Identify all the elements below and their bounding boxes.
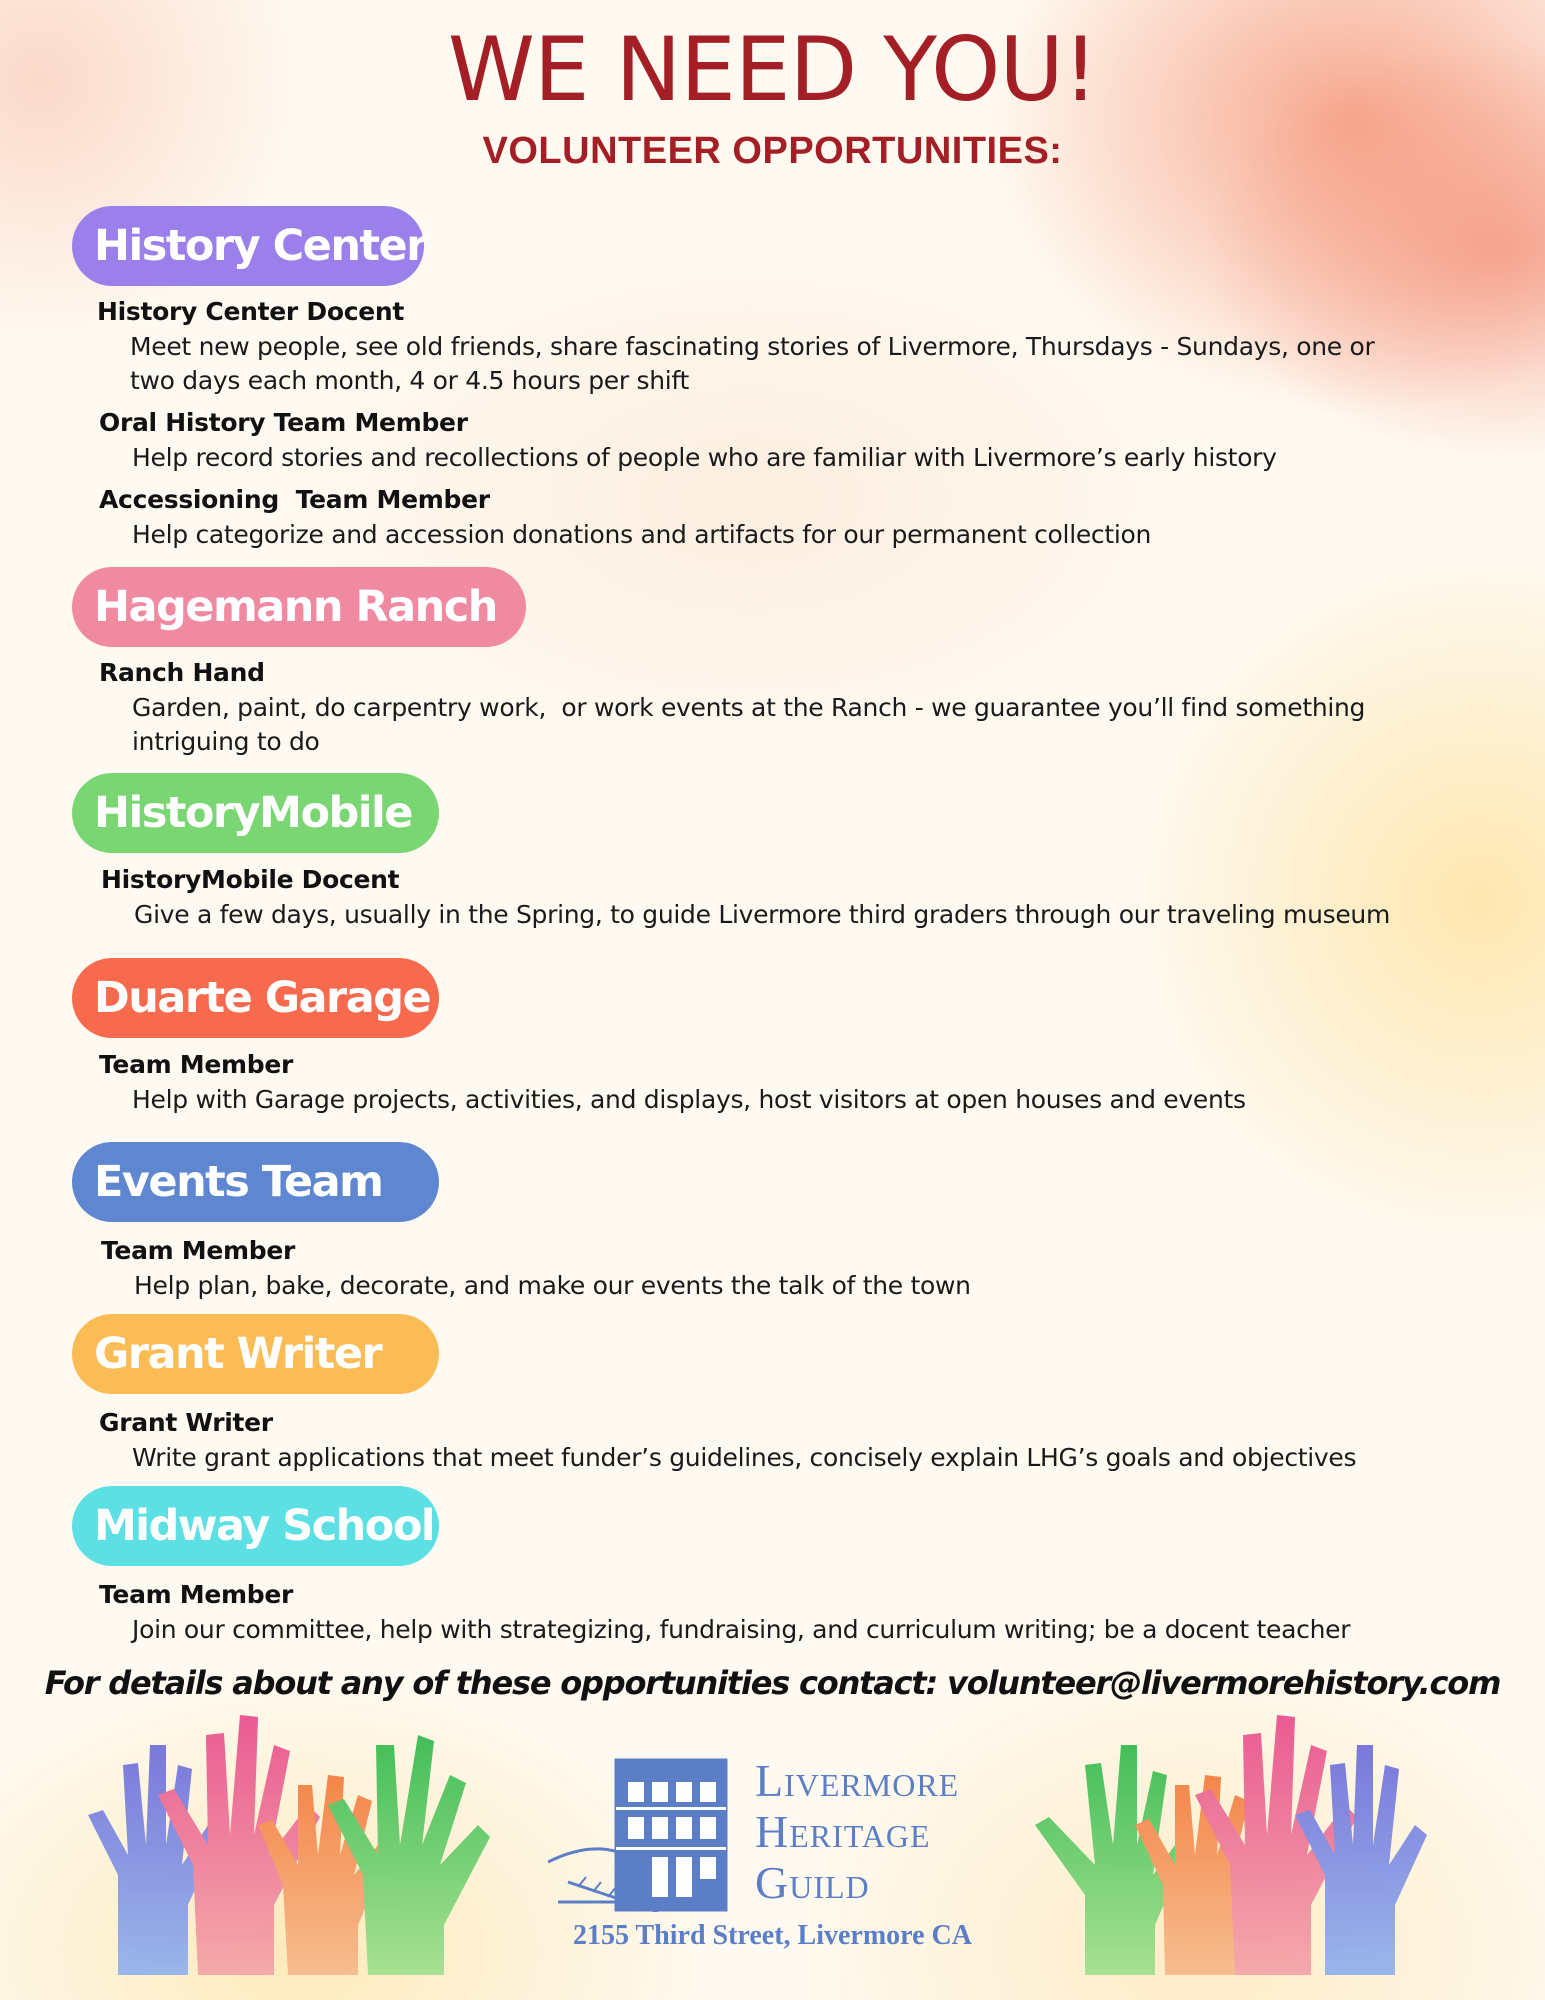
role-title: Team Member: [99, 1050, 294, 1079]
role-description: Garden, paint, do carpentry work, or work events at the Ranch - we guarantee you’ll find something intriguing to do: [132, 693, 1373, 756]
section-pill-history-center: History Center: [72, 206, 424, 286]
contact-line: For details about any of these opportunities contact: volunteer@livermorehistory.com: [44, 1664, 1501, 1702]
address: 2155 Third Street, Livermore CA: [573, 1920, 972, 1951]
logo-text-line-2: Heritage: [755, 1806, 931, 1857]
section-pill-hagemann-ranch: Hagemann Ranch: [72, 567, 526, 647]
section-pill-historymobile: HistoryMobile: [72, 773, 439, 853]
role-title: Grant Writer: [99, 1408, 273, 1437]
role-description: Meet new people, see old friends, share fascinating stories of Livermore, Thursdays - Sundays, one or two days each month, 4 or 4.5 hours per shift: [130, 332, 1375, 395]
role-description: Give a few days, usually in the Spring, to guide Livermore third graders through our traveling museum: [134, 900, 1391, 929]
role-description: Join our committee, help with strategizing, fundraising, and curriculum writing; be a docent teacher: [132, 1615, 1351, 1644]
section-pill-duarte-garage: Duarte Garage: [72, 958, 439, 1038]
section-pill-midway-school: Midway School: [72, 1486, 439, 1566]
logo-text-line-1: Livermore: [755, 1755, 960, 1806]
role-title: History Center Docent: [97, 297, 405, 326]
headline: WE NEED YOU!: [447, 18, 1098, 121]
role-description: Help record stories and recollections of people who are familiar with Livermore’s early history: [132, 443, 1277, 472]
colorful-hands-right-image: [1025, 1705, 1465, 1975]
subheadline: VOLUNTEER OPPORTUNITIES:: [482, 130, 1063, 172]
section-pill-grant-writer: Grant Writer: [72, 1314, 439, 1394]
role-title: Ranch Hand: [99, 658, 265, 687]
role-title: Oral History Team Member: [99, 408, 468, 437]
role-description: Write grant applications that meet funder’s guidelines, concisely explain LHG’s goals and objectives: [132, 1443, 1357, 1472]
building-with-railroad-icon: [548, 1752, 738, 1912]
section-pill-events-team: Events Team: [72, 1142, 439, 1222]
role-description: Help plan, bake, decorate, and make our events the talk of the town: [134, 1271, 971, 1300]
role-description: Help categorize and accession donations and artifacts for our permanent collection: [132, 520, 1152, 549]
role-title: Accessioning Team Member: [99, 485, 490, 514]
role-title: Team Member: [101, 1236, 296, 1265]
role-title: Team Member: [99, 1580, 294, 1609]
logo-text-line-3: Guild: [755, 1857, 870, 1908]
role-title: HistoryMobile Docent: [101, 865, 400, 894]
role-description: Help with Garage projects, activities, and displays, host visitors at open houses and events: [132, 1085, 1246, 1114]
